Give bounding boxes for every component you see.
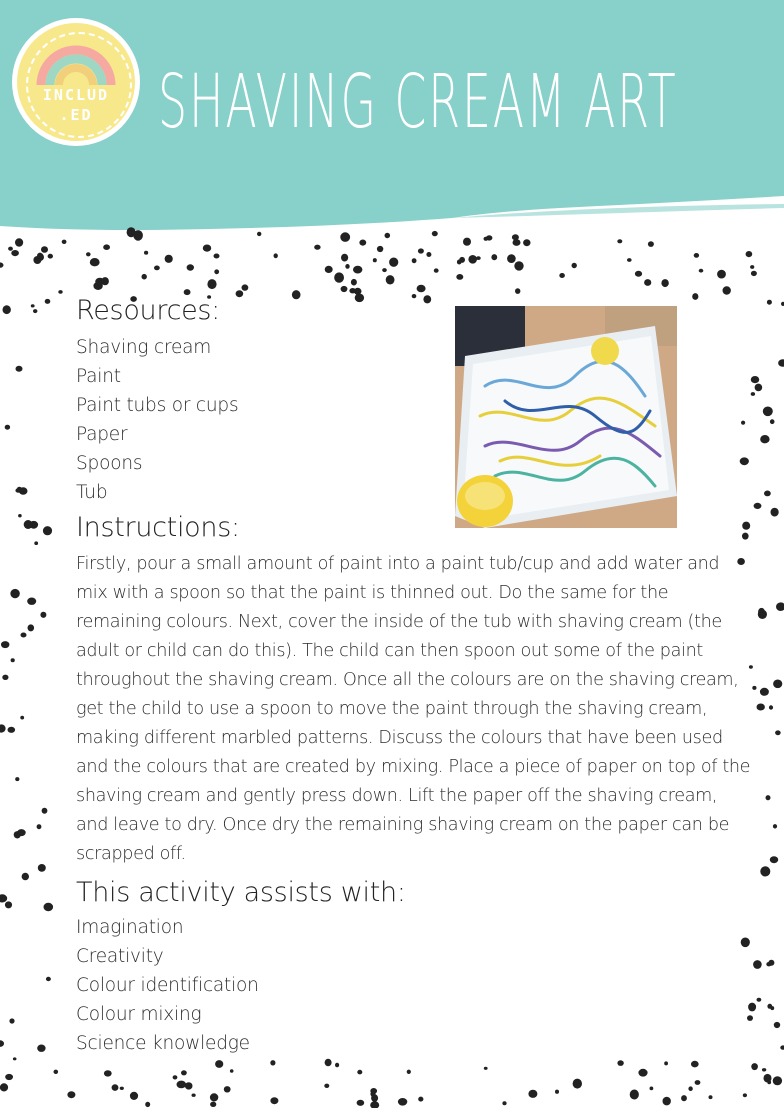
resources-list — [76, 333, 238, 507]
decorative-dot — [767, 1080, 771, 1084]
decorative-dot — [13, 1057, 17, 1060]
decorative-dot — [335, 1063, 339, 1068]
decorative-dot — [0, 724, 6, 732]
decorative-dot — [762, 1068, 766, 1071]
decorative-dot — [351, 279, 357, 286]
decorative-dot — [210, 1102, 216, 1107]
decorative-dot — [463, 238, 471, 246]
decorative-dot — [0, 1083, 8, 1091]
decorative-dot — [165, 255, 173, 263]
list-item: Tub — [76, 482, 108, 503]
decorative-dot — [357, 1070, 362, 1075]
decorative-dot — [371, 1094, 378, 1102]
decorative-dot — [644, 279, 651, 286]
decorative-dot — [15, 777, 19, 781]
decorative-dot — [214, 254, 220, 259]
decorative-dot — [407, 1070, 411, 1074]
decorative-dot — [90, 258, 100, 266]
decorative-dot — [776, 602, 784, 611]
decorative-dot — [417, 285, 426, 293]
decorative-dot — [41, 246, 48, 253]
decorative-dot — [274, 253, 278, 258]
decorative-dot — [386, 275, 395, 284]
decorative-dot — [767, 300, 772, 305]
decorative-dot — [692, 293, 698, 300]
decorative-dot — [185, 1082, 193, 1089]
logo-text-line1: INCLUD — [42, 86, 110, 104]
decorative-dot — [502, 1101, 506, 1105]
logo-text-line2: .ED — [59, 106, 93, 124]
decorative-dot — [18, 514, 22, 517]
decorative-dot — [770, 419, 775, 424]
decorative-dot — [215, 1060, 223, 1068]
decorative-dot — [760, 688, 769, 696]
decorative-dot — [773, 824, 777, 828]
decorative-dot — [3, 305, 11, 314]
instructions-heading: Instructions: — [76, 512, 240, 543]
decorative-dot — [34, 541, 38, 545]
decorative-dot — [187, 264, 194, 270]
decorative-dot — [661, 279, 668, 287]
decorative-dot — [742, 533, 749, 540]
includ-ed-logo — [12, 18, 140, 146]
decorative-dot — [770, 1006, 774, 1010]
decorative-dot — [773, 1076, 782, 1085]
decorative-dot — [723, 286, 731, 294]
decorative-dot — [747, 1015, 753, 1021]
decorative-dot — [627, 258, 632, 262]
decorative-dot — [236, 290, 244, 297]
decorative-dot — [398, 1098, 407, 1106]
decorative-dot — [16, 366, 23, 372]
decorative-dot — [104, 1070, 112, 1076]
decorative-dot — [507, 254, 516, 263]
decorative-dot — [5, 1074, 13, 1080]
decorative-dot — [741, 938, 750, 948]
decorative-dot — [773, 680, 782, 689]
decorative-dot — [103, 244, 110, 250]
decorative-dot — [751, 392, 755, 396]
decorative-dot — [638, 1069, 647, 1077]
decorative-dot — [341, 286, 348, 292]
decorative-dot — [270, 1060, 275, 1065]
decorative-dot — [699, 269, 704, 273]
decorative-dot — [44, 903, 54, 911]
decorative-dot — [324, 1084, 329, 1088]
decorative-dot — [353, 266, 362, 274]
decorative-dot — [650, 1087, 654, 1091]
decorative-dot — [748, 1003, 756, 1012]
decorative-dot — [5, 425, 10, 430]
instructions-text: Firstly, pour a small amount of paint into a paint tub/cup and add water and mix with a spoon so that the paint is thinned out. Do the same for the remaining colours. Next, cover the inside of the tub with shaving cream (the adult or child can do this). The child can then spoon out some of the paint throughout the shaving cream. Once all the colours are on the shaving cream, get the child to use a spoon to move the paint through the shaving cream, making different marbled patterns. Discuss the colours that have been used and the colours that are created by mixing. Place a piece of paper on top of the shaving cream and gently press down. Lift the paper off the shaving cream, and leave to dry. Once dry the remaining shaving cream on the paper can be scrapped off. — [76, 554, 751, 864]
decorative-dot — [514, 261, 523, 270]
decorative-dot — [21, 633, 27, 638]
decorative-dot — [181, 1070, 187, 1075]
decorative-dot — [46, 977, 51, 981]
assists-heading: This activity assists with: — [76, 877, 406, 908]
decorative-dot — [112, 1084, 119, 1091]
decorative-dot — [740, 457, 749, 465]
assists-list — [76, 913, 259, 1058]
decorative-dot — [751, 1063, 758, 1070]
decorative-dot — [349, 288, 356, 293]
decorative-dot — [48, 254, 53, 259]
decorative-dot — [382, 268, 387, 272]
decorative-dot — [144, 251, 148, 255]
decorative-dot — [142, 274, 147, 280]
decorative-dot — [15, 238, 23, 246]
decorative-dot — [389, 258, 398, 267]
decorative-dot — [2, 675, 8, 680]
decorative-dot — [5, 901, 12, 908]
decorative-dot — [340, 232, 350, 242]
decorative-dot — [33, 309, 37, 313]
shaving-cream-tub-photo — [455, 306, 677, 528]
decorative-dot — [207, 279, 216, 289]
decorative-dot — [357, 1100, 365, 1106]
decorative-dot — [54, 1070, 59, 1074]
decorative-dot — [617, 1060, 623, 1066]
resources-heading: Resources: — [76, 295, 220, 326]
decorative-dot — [426, 252, 431, 257]
decorative-dot — [630, 1090, 639, 1100]
decorative-dot — [635, 271, 642, 277]
decorative-dot — [775, 730, 781, 735]
decorative-dot — [10, 589, 19, 598]
decorative-dot — [210, 1093, 218, 1101]
decorative-dot — [774, 1022, 780, 1028]
decorative-dot — [476, 256, 481, 260]
decorative-dot — [456, 274, 463, 280]
decorative-dot — [27, 598, 36, 605]
decorative-dot — [101, 277, 109, 285]
decorative-dot — [8, 727, 16, 733]
decorative-dot — [432, 231, 438, 236]
decorative-dot — [20, 716, 24, 720]
decorative-dot — [766, 795, 771, 800]
decorative-dot — [484, 1067, 488, 1070]
decorative-dot — [37, 824, 42, 829]
decorative-dot — [513, 239, 521, 246]
decorative-dot — [242, 284, 249, 290]
decorative-dot — [750, 265, 754, 269]
decorative-dot — [418, 1097, 423, 1102]
decorative-dot — [370, 1088, 377, 1094]
decorative-dot — [257, 232, 261, 236]
decorative-dot — [412, 294, 417, 298]
decorative-dot — [40, 612, 46, 618]
decorative-dot — [769, 705, 773, 709]
decorative-dot — [385, 233, 391, 238]
decorative-dot — [8, 247, 13, 251]
decorative-dot — [58, 290, 62, 294]
decorative-dot — [717, 270, 726, 279]
decorative-dot — [778, 359, 784, 367]
decorative-dot — [751, 271, 757, 276]
decorative-dot — [154, 266, 160, 271]
decorative-dot — [359, 240, 366, 246]
decorative-dot — [42, 808, 48, 814]
decorative-dot — [758, 608, 765, 615]
list-item: Imagination — [76, 917, 184, 938]
decorative-dot — [688, 1086, 692, 1091]
decorative-dot — [127, 227, 136, 237]
decorative-dot — [0, 262, 4, 267]
decorative-dot — [555, 1090, 559, 1094]
decorative-dot — [412, 258, 417, 263]
decorative-dot — [771, 508, 779, 517]
decorative-dot — [528, 1090, 537, 1098]
decorative-dot — [14, 831, 21, 838]
decorative-dot — [0, 894, 7, 902]
decorative-dot — [770, 856, 778, 863]
decorative-dot — [709, 1095, 713, 1099]
decorative-dot — [559, 273, 565, 278]
decorative-dot — [214, 269, 219, 274]
decorative-dot — [345, 264, 349, 269]
decorative-dot — [695, 1080, 701, 1085]
decorative-dot — [130, 1092, 138, 1100]
decorative-dot — [757, 704, 765, 711]
list-item: Paper — [76, 424, 128, 445]
decorative-dot — [694, 253, 699, 258]
decorative-dot — [766, 962, 771, 966]
decorative-dot — [484, 237, 489, 241]
decorative-dot — [192, 1094, 196, 1097]
decorative-dot — [753, 960, 762, 969]
decorative-dot — [515, 288, 520, 294]
decorative-dot — [22, 873, 29, 881]
decorative-dot — [11, 250, 19, 256]
decorative-dot — [523, 239, 530, 246]
decorative-dot — [0, 1040, 4, 1047]
decorative-dot — [752, 686, 756, 690]
decorative-dot — [754, 503, 762, 509]
decorative-dot — [203, 245, 211, 252]
decorative-dot — [377, 246, 383, 252]
decorative-dot — [423, 295, 431, 303]
decorative-dot — [292, 290, 301, 299]
decorative-dot — [38, 864, 46, 872]
decorative-dot — [325, 1059, 332, 1066]
decorative-dot — [224, 1086, 231, 1092]
list-item: Colour mixing — [76, 1004, 202, 1025]
list-item: Science knowledge — [76, 1033, 250, 1054]
decorative-dot — [270, 1097, 278, 1104]
decorative-dot — [760, 866, 770, 876]
decorative-dot — [663, 1097, 671, 1106]
decorative-dot — [373, 258, 377, 262]
list-item: Colour identification — [76, 975, 259, 996]
decorative-dot — [15, 488, 20, 492]
decorative-dot — [86, 252, 91, 256]
decorative-dot — [177, 1081, 187, 1089]
decorative-dot — [751, 376, 759, 383]
decorative-dot — [67, 1091, 75, 1098]
decorative-dot — [355, 294, 364, 303]
decorative-dot — [763, 407, 773, 417]
decorative-dot — [120, 1087, 124, 1090]
decorative-dot — [62, 240, 67, 244]
decorative-dot — [24, 520, 33, 529]
decorative-dot — [572, 263, 577, 268]
page-title: SHAVING CREAM ART — [158, 59, 678, 145]
decorative-dot — [617, 239, 622, 243]
decorative-dot — [468, 255, 477, 264]
decorative-dot — [1, 641, 9, 648]
decorative-dot — [325, 266, 333, 273]
decorative-dot — [334, 272, 344, 282]
decorative-dot — [173, 1075, 178, 1079]
decorative-dot — [755, 384, 763, 392]
decorative-dot — [491, 254, 497, 260]
decorative-dot — [681, 1095, 687, 1101]
list-item: Creativity — [76, 946, 164, 967]
decorative-dot — [457, 260, 462, 265]
decorative-dot — [9, 1018, 14, 1023]
decorative-dot — [43, 526, 52, 535]
decorative-dot — [31, 304, 35, 307]
decorative-dot — [434, 268, 439, 272]
decorative-dot — [45, 299, 51, 304]
decorative-dot — [230, 1069, 234, 1073]
decorative-dot — [37, 1045, 45, 1052]
decorative-dot — [370, 1101, 379, 1108]
list-item: Spoons — [76, 453, 143, 474]
decorative-dot — [742, 522, 750, 530]
decorative-dot — [691, 1061, 699, 1068]
decorative-dot — [760, 435, 769, 443]
list-item: Shaving cream — [76, 337, 212, 358]
decorative-dot — [664, 1061, 668, 1065]
decorative-dot — [743, 1093, 747, 1097]
decorative-dot — [37, 253, 43, 260]
decorative-dot — [746, 251, 753, 257]
decorative-dot — [757, 998, 762, 1002]
decorative-dot — [741, 421, 745, 425]
list-item: Paint tubs or cups — [76, 395, 239, 416]
decorative-dot — [314, 245, 320, 250]
decorative-dot — [11, 658, 15, 662]
list-item: Paint — [76, 366, 121, 387]
decorative-dot — [28, 624, 35, 631]
decorative-dot — [573, 1079, 582, 1089]
decorative-dot — [418, 248, 424, 253]
decorative-dot — [145, 1102, 150, 1107]
decorative-dot — [341, 254, 348, 262]
decorative-dot — [764, 491, 771, 497]
decorative-dot — [780, 1045, 784, 1049]
decorative-dot — [648, 241, 654, 247]
